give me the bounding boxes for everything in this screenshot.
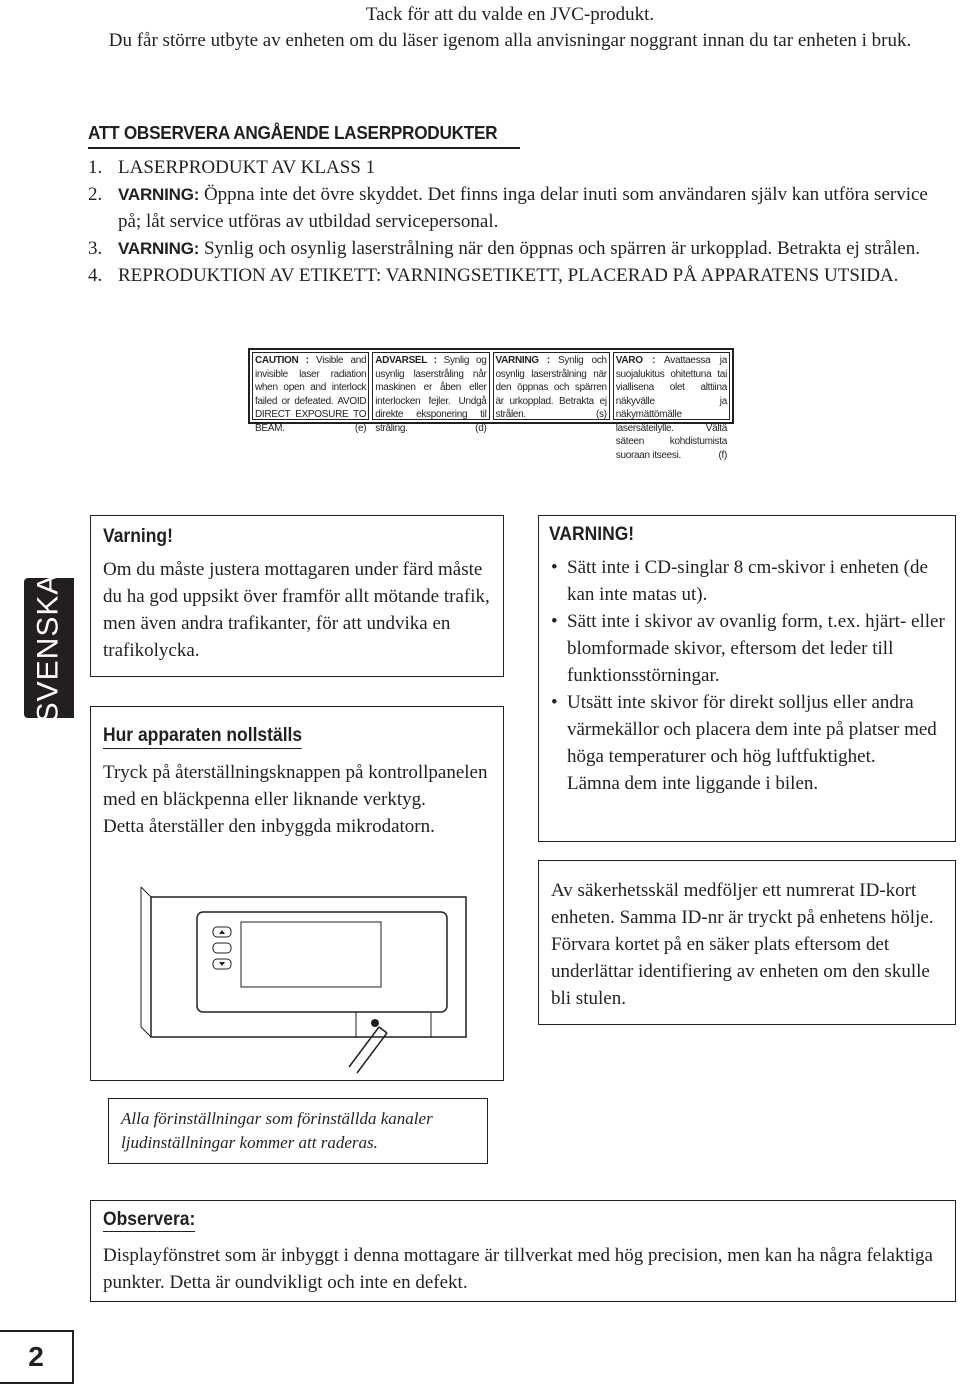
preset-note-text: Alla förinställningar som förinställda kanaler ljudinställningar kommer att raderas. (121, 1109, 433, 1152)
reset-title: Hur apparaten nollställs (103, 725, 302, 749)
id-card-box (538, 860, 956, 1025)
label-cell-swedish: VARNING : Synlig och osynlig laserstrålning när den öppnas och spärren är urkopplad. Betrakta ej strålen. (s) (493, 352, 610, 420)
laser-item-number: 2. (88, 184, 103, 205)
reset-result: Detta återställer den inbyggda mikrodatorn. (103, 816, 435, 837)
reset-illustration (131, 887, 471, 1067)
disc-warning-item: • Sätt inte i CD-singlar 8 cm-skivor i enheten (de kan inte matas ut). (549, 554, 945, 608)
observe-title: Observera: (103, 1209, 196, 1230)
laser-list (88, 154, 948, 289)
laser-item-2 (88, 181, 948, 235)
disc-warning-box (538, 515, 956, 842)
mode-button-icon (213, 943, 231, 953)
reset-instruction: Tryck på återställningsknappen på kontrollpanelen med en bläckpenna eller liknande verktyg. (103, 762, 488, 810)
laser-item-4 (88, 262, 948, 289)
language-tab-label: SVENSKA (31, 573, 65, 723)
label-cell-finnish: VARO : Avattaessa ja suojalukitus ohitettuna tai viallisena olet alttiina näkyvälle ja näkymättömälle lasersäteilylle. Vältä säteen kohdistumista suoraan itseesi. (f) (613, 352, 730, 420)
laser-item-warning: VARNING: (118, 239, 200, 258)
laser-item-number: 3. (88, 238, 103, 259)
reset-box (90, 706, 504, 1081)
label-cell-english: CAUTION : Visible and invisible laser radiation when open and interlock failed or defeated. AVOID DIRECT EXPOSURE TO BEAM. (e) (252, 352, 369, 420)
laser-item-number: 4. (88, 265, 103, 286)
intro-text (60, 2, 960, 54)
preset-note-box (108, 1098, 488, 1164)
id-card-text: Av säkerhetsskäl medföljer ett numrerat ID-kort enheten. Samma ID-nr är tryckt på enhetens hölje. Förvara kortet på en säker plats eftersom det underlättar identifiering av enheten om den skulle bli stulen. (551, 880, 934, 1009)
disc-warning-extra: Lämna dem inte liggande i bilen. (567, 773, 819, 794)
disc-warning-item: • Utsätt inte skivor för direkt solljus eller andra värmekällor och placera dem inte på platser med höga temperaturer och hög luftfuktighet. (549, 689, 945, 770)
laser-item-text: REPRODUKTION AV ETIKETT: VARNINGSETIKETT, PLACERAD PÅ APPARATENS UTSIDA. (118, 265, 899, 286)
intro-line-2: Du får större utbyte av enheten om du läser igenom alla anvisningar noggrant innan du tar enheten i bruk. (108, 30, 912, 51)
pen-icon (349, 1024, 387, 1073)
laser-item-warning: VARNING: (118, 185, 200, 204)
page-number: 2 (0, 1330, 74, 1384)
disc-warning-title: VARNING! (549, 524, 635, 545)
observe-text: Displayfönstret som är inbyggt i denna mottagare är tillverkat med hög precision, men kan ha några felaktiga punkter. Detta är oundvikligt och inte en defekt. (103, 1245, 933, 1293)
laser-section-title: ATT OBSERVERA ANGÅENDE LASERPRODUKTER (88, 122, 498, 143)
language-tab-divider (72, 578, 74, 718)
laser-item-1 (88, 154, 948, 181)
reset-button-icon (371, 1019, 379, 1027)
observe-box (90, 1200, 956, 1302)
disc-warning-list (549, 554, 945, 770)
warning-label-reproduction (248, 348, 734, 461)
disc-warning-item: • Sätt inte i skivor av ovanlig form, t.ex. hjärt- eller blomformade skivor, eftersom det leder till funktionsstörningar. (549, 608, 945, 689)
driving-warning-box (90, 515, 504, 677)
driving-warning-text: Om du måste justera mottagaren under färd måste du ha god uppsikt över framför allt mötande trafik, men även andra trafikanter, för att undvika en trafikolycka. (103, 559, 490, 661)
driving-warning-title: Varning! (103, 526, 173, 547)
laser-item-text: Synlig och osynlig laserstrålning när den öppnas och spärren är urkopplad. Betrakta ej strålen. (199, 238, 920, 259)
laser-item-text: LASERPRODUKT AV KLASS 1 (118, 157, 376, 178)
intro-line-1: Tack för att du valde en JVC-produkt. (365, 4, 655, 25)
label-cell-danish: ADVARSEL : Synlig og usynlig laserstråling når maskinen er åben eller interlocken fejler. Undgå direkte eksponering til stråling. (d) (372, 352, 489, 420)
language-tab-label-wrap (24, 573, 72, 723)
laser-item-text: Öppna inte det övre skyddet. Det finns inga delar inuti som användaren själv kan utföra service på; låt service utföras av utbildad servicepersonal. (118, 184, 928, 232)
laser-item-3 (88, 235, 948, 262)
laser-item-number: 1. (88, 157, 103, 178)
laser-title-underline (88, 147, 520, 149)
